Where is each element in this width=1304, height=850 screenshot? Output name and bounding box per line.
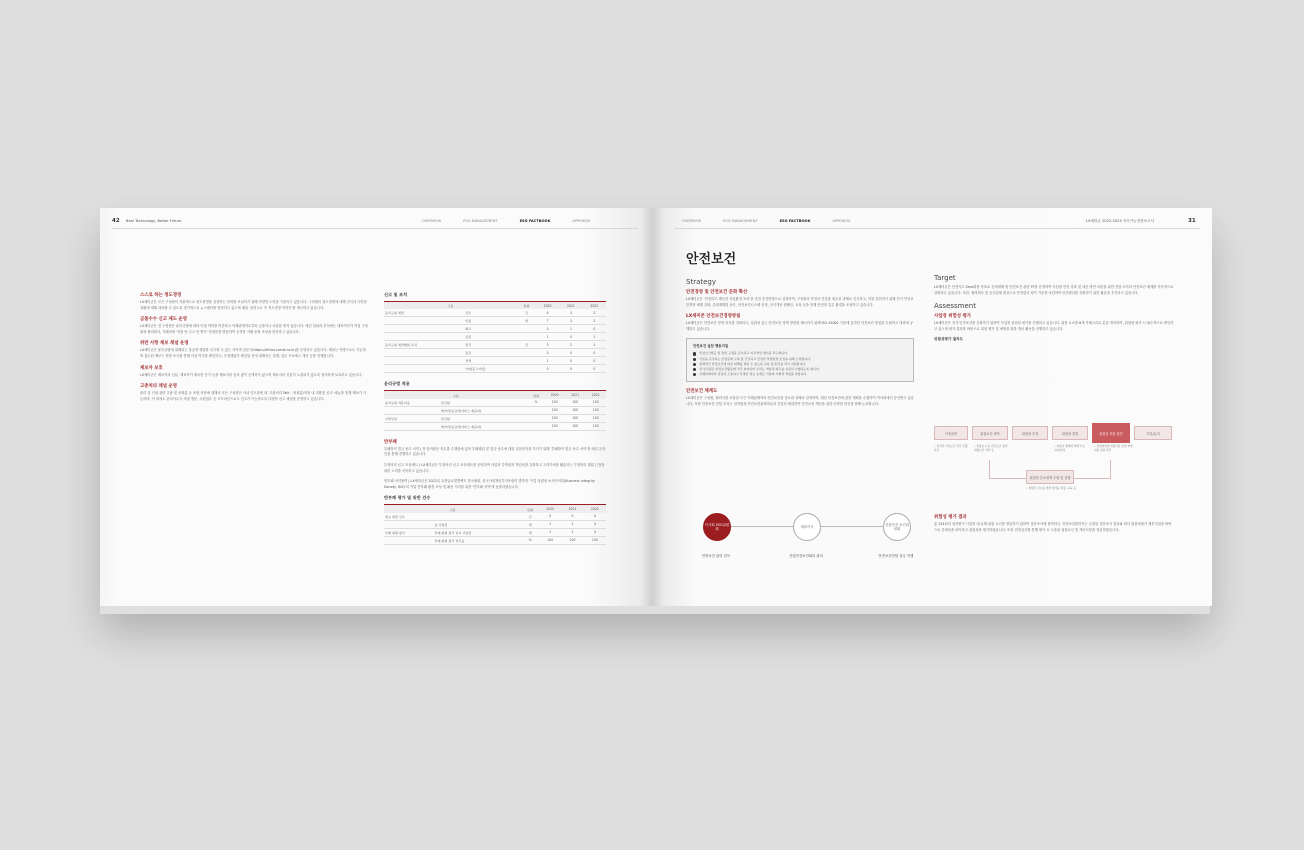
section-grievance [140, 383, 368, 402]
left-header-rule [112, 228, 638, 229]
table2-title: 윤리규범 적용 [384, 381, 410, 387]
org-label: 안전보건 관리 감독 [701, 554, 731, 558]
table-cell: 건 [517, 309, 536, 317]
table-cell [517, 349, 536, 357]
table-cell: 0 [584, 513, 606, 521]
left-nav [422, 219, 590, 223]
assessment-sub2: 위험성 평가 결과 [934, 515, 967, 520]
table-cell: 3 [584, 520, 606, 528]
bullet-icon [693, 352, 696, 355]
table-cell: 100 [565, 399, 586, 407]
table-cell: 1 [536, 333, 559, 341]
table-cell [517, 357, 536, 365]
table-row [384, 341, 606, 349]
table-cell: 3 [559, 309, 582, 317]
table-cell: 0 [561, 513, 583, 521]
table-cell: 건 [517, 341, 536, 349]
strategy-sub2: LX세미콘 안전보건경영방침 [686, 314, 741, 320]
table-cell: 100 [585, 414, 606, 422]
table-cell [528, 414, 545, 422]
flow-note: • 위험성 발생에 대해 가능성/중대성 [1054, 444, 1085, 452]
table-row [384, 536, 606, 544]
section-gift-report [140, 316, 368, 335]
table-cell [384, 536, 433, 544]
table-row [384, 309, 606, 317]
table-cell: 100 [544, 406, 565, 414]
anti-text: 반부패 서약참여 | LX세미콘은 2022년 유엔글로벌콤팩트 한국협회, 한국사회책임투자포럼이 발족한 '기업 청렴성 소사이어티(Business Integrity Society, BIS)'의 기업 반부패 환경 조성 및 활동 지지를 위한 '반부패 서약'에 동참하였습니다. [384, 479, 595, 489]
table-cell: 0 [583, 365, 606, 373]
table-cell: 0 [583, 349, 606, 357]
table-cell: 계약자(공급자/서비스 제공자) [440, 406, 528, 414]
flow-step: 위험성 추정 [1012, 426, 1048, 440]
strategy-text1: LX세미콘은 '안전하고 깨끗한 사업환경 조성'을 중점 추진방향으로 설정하여, 구성원의 안전과 건강을 최우선 과제로 인식하고, 이를 실천하기 위해 전사 안전보건경영 체계 강화, 중대재해법 준수, 안전보건시스템 운영, 인식개선 캠페인, 교육 등을 통해 안전한 업무 환경을 조성하고 있습니다. [686, 297, 914, 307]
flow-step: 기록/유지 [1134, 426, 1172, 440]
th: 구분 [384, 391, 528, 399]
table-cell [384, 406, 440, 414]
org-label: 안전보건전담 실무 이행 [878, 554, 914, 558]
table-cell: 0 [559, 365, 582, 373]
right-nav [682, 219, 850, 223]
org-label: 산업안전보건회의 관리 [789, 554, 823, 558]
table-cell [517, 365, 536, 373]
table-cell: 0 [559, 357, 582, 365]
strategy-column [686, 278, 914, 413]
table-cell: 감급 [464, 349, 517, 357]
section-title: 위반 사항 제보 채널 운영 [140, 341, 189, 347]
th: 2022 [584, 505, 606, 513]
table-row [384, 399, 606, 407]
table-row [384, 414, 606, 422]
table-cell: 2 [561, 528, 583, 536]
table-cell: % [528, 399, 545, 407]
th: 2022 [583, 302, 606, 310]
left-tables-column [384, 292, 606, 545]
right-page-number: 31 [1188, 218, 1196, 224]
left-page-number: 42 [112, 218, 120, 224]
table-cell: 부패 위험 평가 [384, 528, 433, 536]
table-cell: 7 [536, 317, 559, 325]
strategy-sub3: 안전보건 체계도 [686, 389, 718, 395]
section-title: 스스로 하는 청도경영 [140, 293, 182, 298]
section-text: LX세미콘은 모든 구성원이 자율적으로 청도경영을 실천하는 문화를 조성하기 위해 다양한 노력을 기울이고 있습니다. 구성원의 청도경영에 대해 인식과 다양한 상황에 대해 대처할 수 있도록 정기적으로 뉴스레터를 발송하고 있으며 매달 '윤리노트 속 정도경영 이야기'를 게시하고 있습니다. [140, 300, 367, 310]
right-header-rule [674, 228, 1200, 229]
table-cell: 2 [539, 520, 561, 528]
table-cell: 0 [539, 513, 561, 521]
table-row [384, 422, 606, 430]
table-cell [384, 349, 464, 357]
report-title: LX세미콘 2022-2023 지속가능경영보고서 [1086, 219, 1154, 223]
th: 2020 [536, 302, 559, 310]
risk-assessment-flow [934, 426, 1174, 506]
left-tagline: Best Technology, Better Future [126, 219, 182, 223]
table-cell [517, 333, 536, 341]
target-heading: Target [934, 274, 956, 282]
th: 2022 [585, 391, 606, 399]
table-cell [384, 333, 464, 341]
table-cell: 100 [584, 536, 606, 544]
table-row [384, 317, 606, 325]
anti-text: 부패방지 법규 준수 서약 | 전 임직원은 직무를 수행함에 있어 부패행위 및 법규 준수에 대한 실천의지를 다지기 위해 '부패방지 법규 준수 서약'을 매년 온라인을 통해 진행하고 있습니다. [384, 446, 606, 457]
nav-appendix[interactable]: APPENDIX [572, 219, 591, 223]
org-circle-ceo: 대표이사 [793, 513, 821, 541]
flow-step: 위험성 결정 [1052, 426, 1088, 440]
table-cell: 0 [559, 349, 582, 357]
table-cell: 계약자(공급자/서비스 제공자) [440, 422, 528, 430]
table-cell: 명 [517, 317, 536, 325]
table-cell: 100 [585, 399, 606, 407]
table-cell [528, 422, 545, 430]
ethics-code-table [384, 390, 606, 430]
table-cell: 윤리규범 적용비율 [384, 399, 440, 407]
section-text: LX세미콘은 전 구성원은 윤리규범에 따라 이권 여하를 막론하고 이해관계자로부터 금품이나 서류를 받지 않습니다. 매년 설날과 추석에는 대표이사가 직접 구성원과 협력회사, 거래처에 '선물 안 주고 안 받기' 안내문을 발송하여 공정한 거래 문화 조성을 당부하고 있습니다. [140, 324, 368, 334]
flow-loop-note: • 위험성 감소를 위한 대책을 설정, 교육 등 [1026, 486, 1076, 490]
table-row [384, 325, 606, 333]
table-cell: 5 [536, 341, 559, 349]
table-cell: 3 [559, 317, 582, 325]
table-cell: 정직 [464, 341, 517, 349]
guideline-text: 기본을 준수하는 안전문화 구축 및 건강하고 안전한 작업환경 조성을 위해 노력합니다. [699, 356, 812, 361]
table-cell: 법규 위반 건수 [384, 513, 433, 521]
table-cell: 총 사업장 [433, 520, 521, 528]
section-text: LX세미콘은 윤리규범에 위배되는 불공정 행위를 신고할 수 있는 사이버 신문고(https://ethics.lxmdi.co.kr)를 운영하고 있습니다. 제보는 익명으로도 가능하며 접수된 제보는 현장 조사를 통해 사실 여부를 확인하고, 부정행위가 확인된 건에 대해서는 징계, 업무 프로세스 개선 등을 진행합니다. [140, 348, 366, 358]
table-cell [528, 406, 545, 414]
table-cell: 부패 위험 평가 실시 사업장 [433, 528, 521, 536]
th: 구분 [384, 505, 521, 513]
section-title: 제보자 보호 [140, 365, 163, 371]
table-cell: 윤리규범 위반행위 조치 [384, 341, 464, 349]
flow-step-judgement: 위험성 허용 판단 [1092, 423, 1130, 443]
th: 2021 [559, 302, 582, 310]
left-page [100, 208, 652, 606]
nav-overview[interactable]: OVERVIEW [682, 219, 702, 223]
table-cell: 윤리규범 위반 [384, 309, 464, 317]
table-cell: 2 [539, 528, 561, 536]
table-cell: 부패 위험 평가 실시율 [433, 536, 521, 544]
strategy-heading: Strategy [686, 278, 716, 286]
safety-org-diagram [686, 513, 926, 583]
table-row [384, 333, 606, 341]
th: 2021 [565, 391, 586, 399]
section-title: 금품수수 신고 제도 운영 [140, 317, 188, 323]
left-text-column [140, 292, 368, 407]
strategy-text2: LX세미콘은 안전보건 경영 의지를 강화하고, 일관성 있는 안전보건 정책 방향을 제시하기 위해 ISO 45001 기준에 입각한 안전보건 방침을 수립하고 대외에 공개하고 있습니다. [686, 321, 913, 331]
table-cell: 0 [536, 365, 559, 373]
th: 2021 [561, 505, 583, 513]
table-cell: % [521, 536, 539, 544]
table-row [384, 520, 606, 528]
th: 단위 [517, 302, 536, 310]
table-cell: 1 [583, 341, 606, 349]
table-cell: 100 [565, 414, 586, 422]
table-cell: 인원 [464, 317, 517, 325]
table-cell: 해고 [464, 325, 517, 333]
anti-text: 부정비리 신고 포상제도 | LX세미콘은 부정비리 신고 포상제도를 운영하여 사업의 투명성과 책임성을 강화하고 고객가치를 훼손하는 부정비리 행위 근절을 위한 노력을 지속하고 있습니다. [384, 462, 605, 473]
table-cell: 2 [583, 309, 606, 317]
guideline-text: 전 임직원은 안전보건활동에 적극 참여하며 우리는 책임과 의무를 성실히 수행하도록 합니다. [699, 366, 820, 371]
section-title: 고충처리 채널 운영 [140, 384, 177, 390]
table-cell: 100 [561, 536, 583, 544]
bullet-icon [693, 368, 696, 371]
th: 단위 [528, 391, 545, 399]
target-column [934, 274, 1174, 345]
nav-esg-management[interactable]: ESG MANAGEMENT [723, 219, 758, 223]
table-cell: 개 [521, 520, 539, 528]
table-cell: 100 [539, 536, 561, 544]
flow-loop-step: 위험성 감소대책 수립 및 실행 [1026, 470, 1074, 484]
nav-esg-management[interactable]: ESG MANAGEMENT [463, 219, 498, 223]
anti-corruption-table [384, 504, 606, 544]
table-cell [433, 513, 521, 521]
flow-note: • 결정위원회 위험성을 통한 위험 허용 범위 판단 [1094, 444, 1133, 452]
assessment-text2: 총 324회의 임직원이 사업장 내 유해·위험 요인을 발굴하기 위하여 설문조사에 참여하고, 안전보건관리자는 수집된 설문조사 결과와 회사 위험성평가 세부지침을 바탕으로 중대성을 파악하고 위험성을 평가하였습니다. 또한 현장실사를 통해 평가 시 도출된 위험요인 및 개선사항을 점검하였습니다. [934, 522, 1172, 532]
table-cell: 0 [559, 333, 582, 341]
guideline-item [693, 372, 907, 377]
table1-title: 신고 및 조치 [384, 292, 408, 297]
section-violation-channel [140, 340, 368, 359]
book-gutter [640, 208, 664, 606]
action-guideline-box [686, 338, 914, 382]
org-circle-board: 이사회 ESG위원회 [703, 513, 731, 541]
assessment-text1: LX세미콘은 전사 안전보건을 강화하기 위하여 사업장 위험성 평가를 진행하고 있습니다. 위험 요소를 6개 카테고리로 분류·정의하여, 위험성 평가 시 필수적으로 확인하고 있으며 평가 결과를 바탕으로 위험 제거 및 예방을 위한 개선 활동을 진행하고 있습니다. [934, 321, 1174, 331]
table-cell: 2 [561, 520, 583, 528]
table-row [384, 365, 606, 373]
table-cell [384, 325, 464, 333]
table-cell: 0 [583, 357, 606, 365]
strategy-sub1: 안전경영 및 안전보건 문화 확산 [686, 290, 748, 295]
table-cell [384, 520, 433, 528]
table-cell: 0 [536, 325, 559, 333]
table-cell [384, 357, 464, 365]
flow-step: 사전준비 [934, 426, 968, 440]
table-cell: 100 [544, 399, 565, 407]
table-cell: 0 [536, 349, 559, 357]
table-cell: 기타(훈고사임) [464, 365, 517, 373]
bullet-icon [693, 373, 696, 376]
table-cell: 1 [536, 357, 559, 365]
table-cell: 100 [565, 406, 586, 414]
assessment-sub1: 사업장 위험성 평가 [934, 314, 971, 320]
table-row [384, 406, 606, 414]
assessment-heading: Assessment [934, 302, 976, 311]
table-cell: 견책 [464, 357, 517, 365]
table-cell: 개 [521, 528, 539, 536]
table-row [384, 349, 606, 357]
nav-appendix[interactable]: APPENDIX [832, 219, 851, 223]
strategy-text3: LX세미콘은 구성원, 협력사를 포함한 모든 이해관계자의 안전보건을 중요한 과제로 설정하여, 매년 안전보건에 관한 계획을 수립하여 이사회에서 승인받고 있습니다. 또한 안전보건 전담 부서는 임직원과 안전보건관계자들과 긴밀히 협력하여 안전보건 개선을 위한 다양한 안건을 함께 논의합니다. [686, 396, 914, 406]
th: 2020 [539, 505, 561, 513]
flow-note: • 현장순시 등 안전보건 통한 위험요인 파악 등 [974, 444, 1008, 452]
table-cell: 3 [584, 528, 606, 536]
assessment-result [934, 514, 1174, 538]
table-cell: 임직원 [440, 414, 528, 422]
th: 구분 [384, 302, 517, 310]
table-cell: 서명인원 [384, 414, 440, 422]
table-cell: 건수 [464, 309, 517, 317]
table-row [384, 513, 606, 521]
flow-note: • 실적과 안전보건 관리 산출자료 [934, 444, 968, 452]
anti-corruption-title: 반부패 [384, 439, 397, 445]
flow-step: 위험요인 파악 [972, 426, 1008, 440]
box-title: 안전보건 실천 행동지침 [693, 344, 729, 349]
table-cell: 1 [559, 325, 582, 333]
table-cell: 100 [585, 422, 606, 430]
page-title: 안전보건 [686, 252, 737, 267]
section-text: LX세미콘은 제보자의 신분, 제보자가 제시한 증거 등을 제보자의 동의 없이 공개하지 않으며 제보자의 신분이 노출되지 않도록 철저하게 보호하고 있습니다. [140, 372, 363, 377]
nav-esg-factbook[interactable]: ESG FACTBOOK [519, 219, 551, 223]
bullet-icon [693, 363, 696, 366]
table-cell: 100 [544, 422, 565, 430]
guideline-text: 이해관계자와 성실히 소통하고 투명한 정보 공개로 기업의 사회적 책임을 다합니다. [699, 372, 808, 377]
target-text: LX세미콘은 안전사고 Zero화를 목표로 중대재해 및 안전보건 관련 TF를 운영하여 사업장 안전 강화 및 대응 방안 마련을 위한 전담 조직과 안전보건 체계를 지속적으로 강화하고 있습니다. 또한, 협력회사 및 공사업체 대상으로 안전관리 평가 기준을 마련하여 안전관리를 강화하기 위한 활동을 추진하고 있습니다. [934, 285, 1174, 295]
section-whistleblower [140, 365, 368, 379]
guideline-text: 안전보건법규 및 관련 규정을 준수하고 지속적인 개선을 추구합니다. [699, 351, 788, 356]
nav-overview[interactable]: OVERVIEW [422, 219, 442, 223]
bullet-icon [693, 358, 696, 361]
table3-title: 반부패 평가 및 위반 건수 [384, 495, 431, 501]
table-cell: 임직원 [440, 399, 528, 407]
th: 2020 [544, 391, 565, 399]
report-action-table [384, 301, 606, 373]
table-cell: 100 [544, 414, 565, 422]
right-page [652, 208, 1212, 606]
table-cell [517, 325, 536, 333]
table-cell [384, 317, 464, 325]
table-cell: 2 [559, 341, 582, 349]
table-row [384, 357, 606, 365]
table-cell: 1 [583, 333, 606, 341]
section-self-ethics [140, 292, 368, 311]
table-cell: 100 [565, 422, 586, 430]
table-cell: 100 [585, 406, 606, 414]
nav-esg-factbook[interactable]: ESG FACTBOOK [779, 219, 811, 223]
guideline-text: 잠재적인 안전보건에 대한 위해를 발굴 수 있도록 교육 및 훈련을 적극 지원합니다. [699, 361, 807, 366]
table-cell: 2 [583, 317, 606, 325]
org-circle-committee: 산업안전 보건위원회 [883, 513, 911, 541]
section-text: 윤리 및 인권 관련 고충 및 성희롱 등 조합 사항에 대해서 모든 구성원은 사내 인트라넷 내 '고충처리 Talk', '성희롱/직장 내 괴롭힘 신고' 메뉴를 통해 제보가 가능하며, 이 외에도 윤리사무국 직접 방문, 우편접수 등 오프라인으로도 신고가 가능하도록 다양한 신고 채널을 운영하고 있습니다. [140, 391, 367, 401]
table-cell [384, 422, 440, 430]
table-cell: 건 [521, 513, 539, 521]
table-cell: 4 [536, 309, 559, 317]
table-cell: 감봉 [464, 333, 517, 341]
table-cell: 0 [583, 325, 606, 333]
table-row [384, 528, 606, 536]
flow-title: 위험성평가 절차도 [934, 337, 964, 342]
table-cell [384, 365, 464, 373]
th: 단위 [521, 505, 539, 513]
